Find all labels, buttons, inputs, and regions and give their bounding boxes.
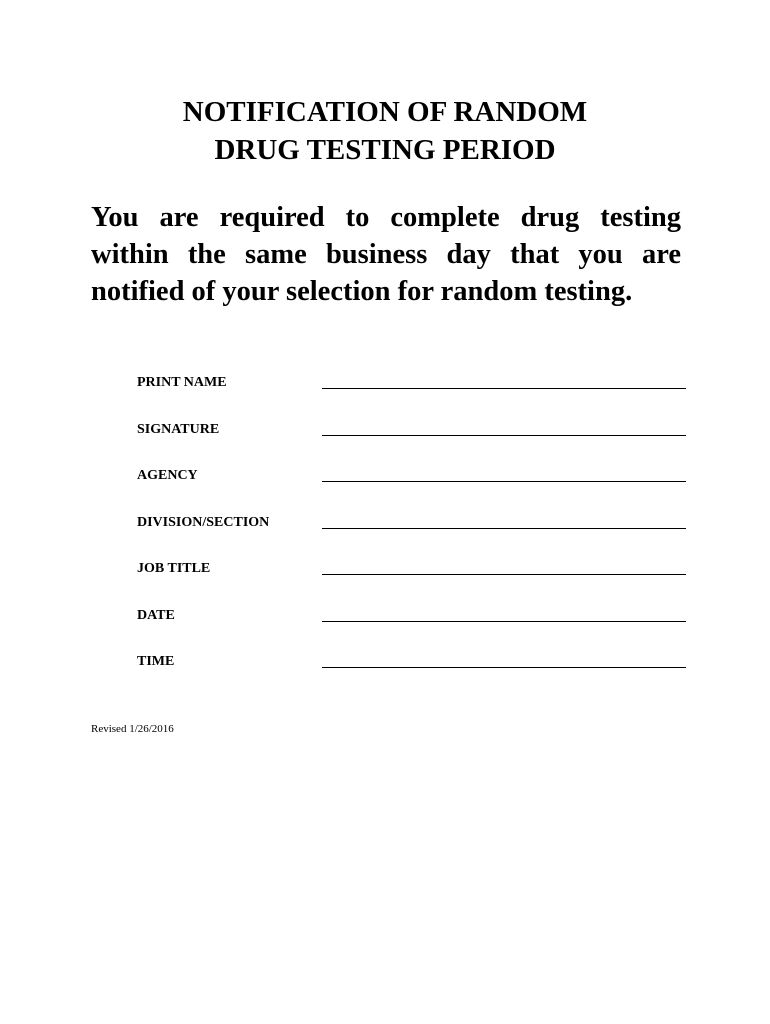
print-name-blank[interactable] [322, 388, 686, 389]
notice-line: within the same business day that you are [91, 239, 681, 270]
notice-line: You are required to complete drug testing [91, 202, 681, 233]
document-title-line-1: NOTIFICATION OF RANDOM [182, 96, 588, 128]
time-label: TIME [137, 654, 175, 669]
field-date [0, 607, 770, 637]
time-blank[interactable] [322, 667, 686, 668]
notice-paragraph [91, 199, 681, 310]
field-time [0, 653, 770, 683]
field-signature [0, 421, 770, 451]
job-title-blank[interactable] [322, 574, 686, 575]
signature-blank[interactable] [322, 435, 686, 436]
document-title-line-2: DRUG TESTING PERIOD [214, 134, 556, 166]
division-section-label: DIVISION/SECTION [137, 515, 270, 530]
notice-line: notified of your selection for random testing. [91, 276, 633, 307]
signature-label: SIGNATURE [137, 422, 220, 437]
division-section-blank[interactable] [322, 528, 686, 529]
date-label: DATE [137, 608, 175, 623]
field-agency [0, 467, 770, 497]
field-job-title [0, 560, 770, 590]
revision-note: Revised 1/26/2016 [91, 723, 174, 735]
field-print-name [0, 374, 770, 404]
date-blank[interactable] [322, 621, 686, 622]
job-title-label: JOB TITLE [137, 561, 211, 576]
field-division-section [0, 514, 770, 544]
agency-blank[interactable] [322, 481, 686, 482]
print-name-label: PRINT NAME [137, 375, 227, 390]
agency-label: AGENCY [137, 468, 198, 483]
